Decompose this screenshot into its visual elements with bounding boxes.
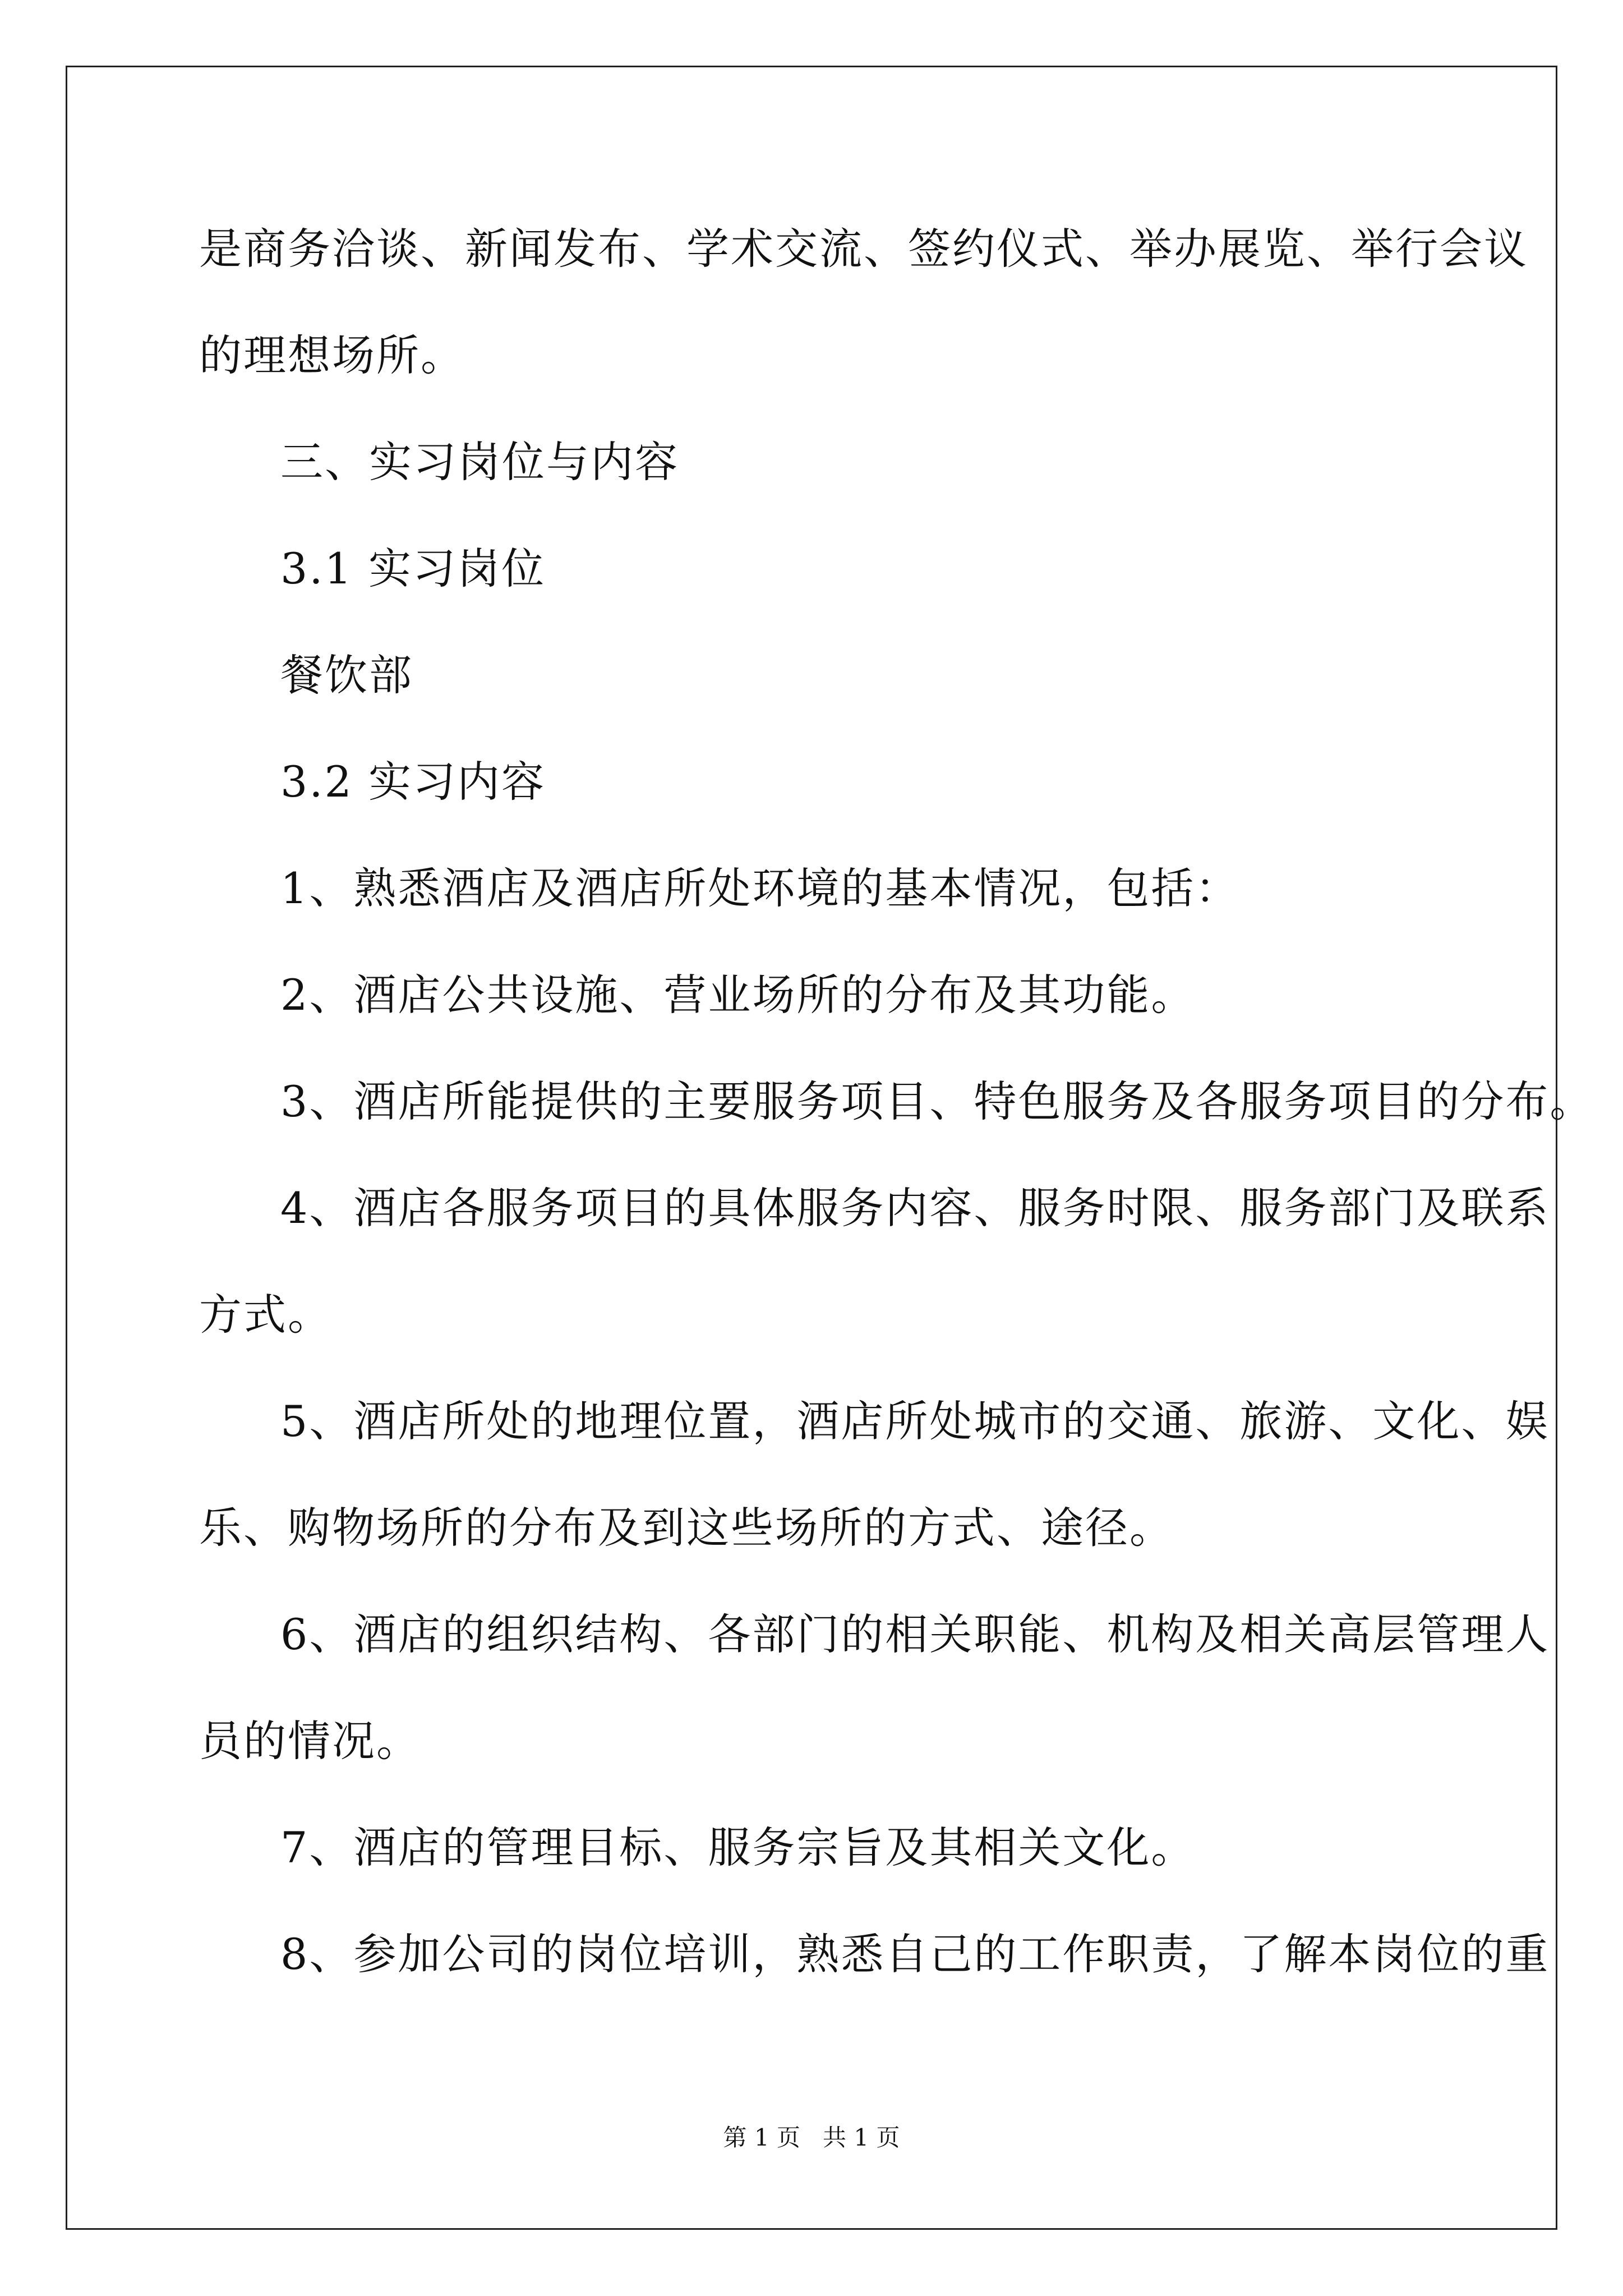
list-item-continuation: 员的情况。 (199, 1716, 421, 1766)
list-item: 3、酒店所能提供的主要服务项目、特色服务及各服务项目的分布。 (280, 1076, 1594, 1126)
paragraph-line: 的理想场所。 (199, 330, 465, 380)
list-item: 7、酒店的管理目标、服务宗旨及其相关文化。 (280, 1823, 1196, 1872)
section-heading: 三、实习岗位与内容 (280, 437, 679, 487)
list-item: 6、酒店的组织结构、各部门的相关职能、机构及相关高层管理人 (280, 1609, 1550, 1659)
subsection-heading: 3.1 实习岗位 (280, 544, 546, 593)
page-border (66, 66, 1594, 2230)
list-item: 4、酒店各服务项目的具体服务内容、服务时限、服务部门及联系 (280, 1183, 1550, 1233)
list-item: 5、酒店所处的地理位置，酒店所处城市的交通、旅游、文化、娱 (280, 1396, 1550, 1446)
list-item: 2、酒店公共设施、营业场所的分布及其功能。 (280, 970, 1196, 1020)
subsection-heading: 3.2 实习内容 (280, 757, 546, 807)
list-item: 1、熟悉酒店及酒店所处环境的基本情况，包括： (280, 863, 1240, 913)
paragraph-line: 是商务洽谈、新闻发布、学术交流、签约仪式、举办展览、举行会议 (199, 224, 1528, 274)
list-item: 8、参加公司的岗位培训，熟悉自己的工作职责，了解本岗位的重 (280, 1929, 1550, 1979)
page-number-footer: 第 1 页 共 1 页 (723, 2124, 900, 2151)
list-item-continuation: 方式。 (199, 1290, 332, 1340)
paragraph-line: 餐饮部 (280, 650, 413, 700)
list-item-continuation: 乐、购物场所的分布及到这些场所的方式、途径。 (199, 1503, 1174, 1553)
